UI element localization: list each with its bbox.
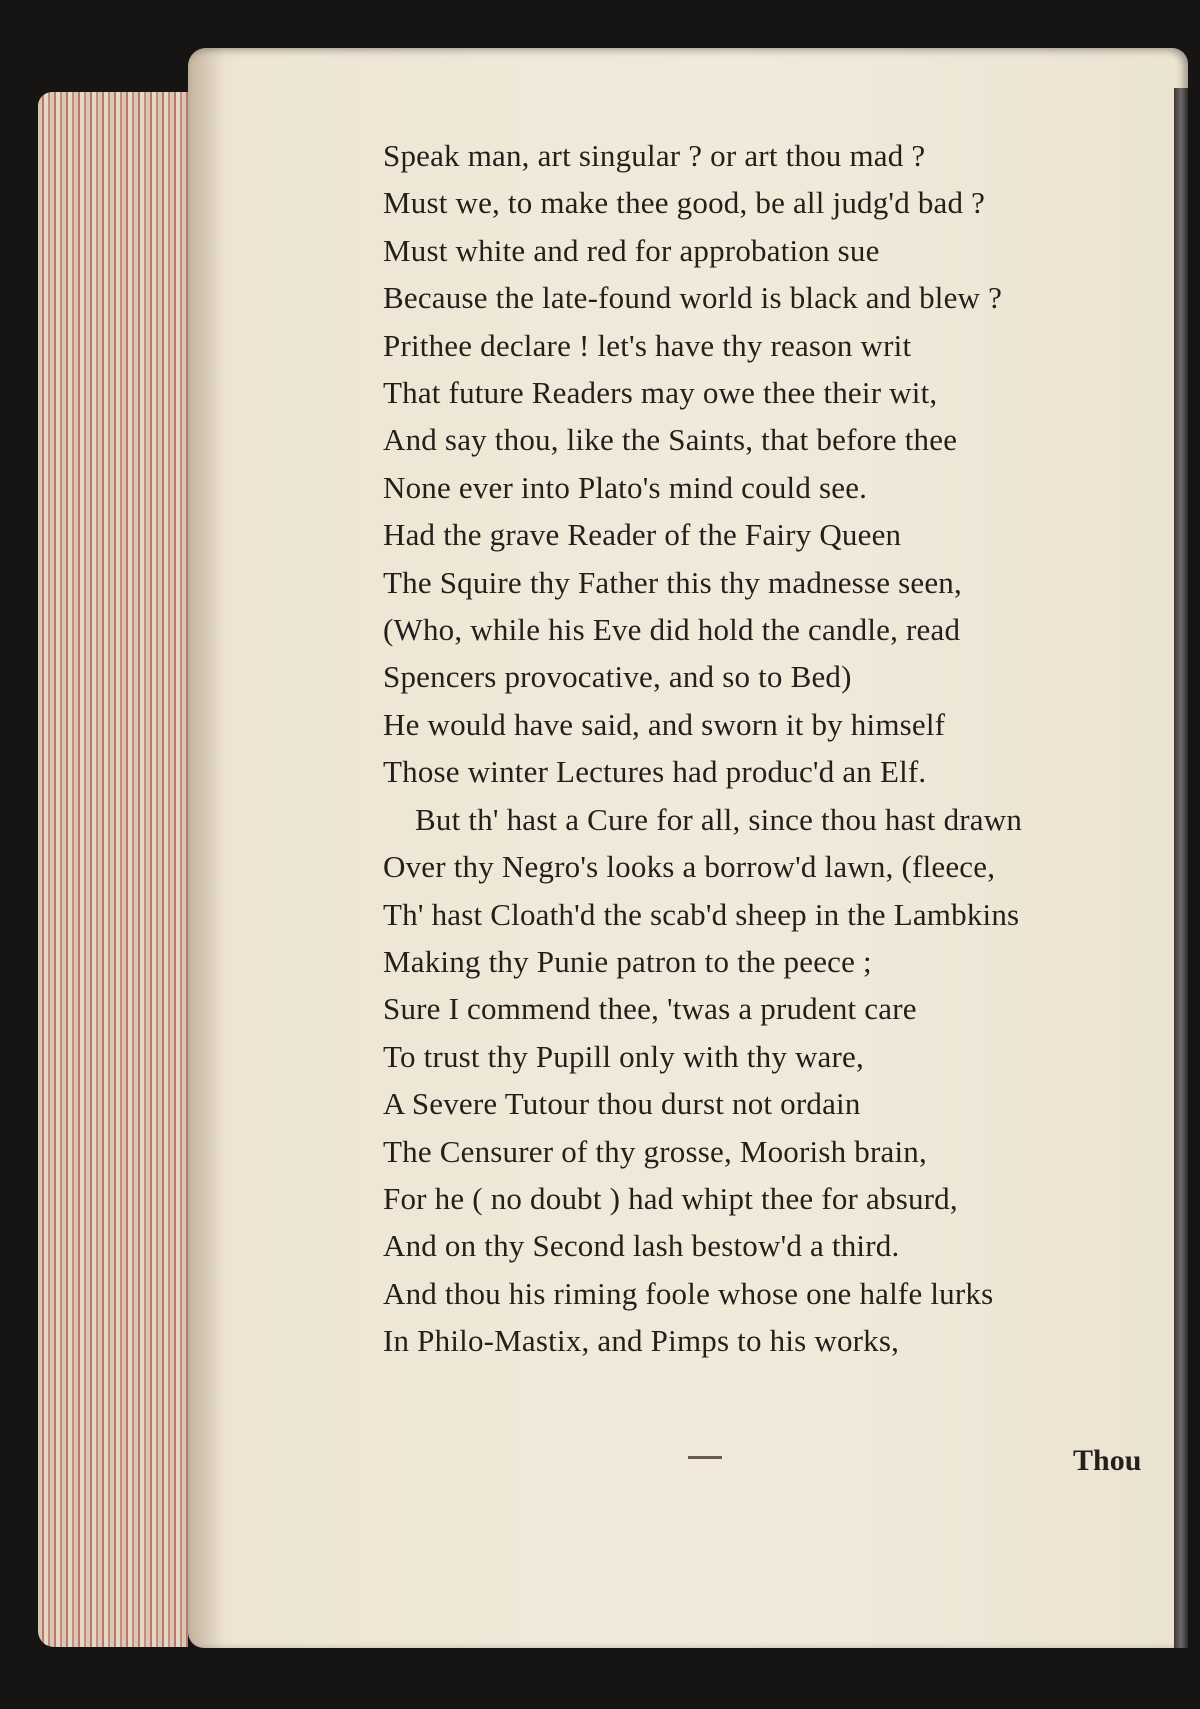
poem-line: Sure I commend thee, 'twas a prudent care bbox=[383, 991, 917, 1027]
poem-line: And on thy Second lash bestow'd a third. bbox=[383, 1228, 900, 1264]
poem-line: Th' hast Cloath'd the scab'd sheep in the Lambkins bbox=[383, 896, 1020, 932]
page-edges bbox=[38, 92, 188, 1647]
poem-line: In Philo-Mastix, and Pimps to his works, bbox=[383, 1323, 900, 1359]
page-mark bbox=[688, 1456, 722, 1459]
poem-line: Must white and red for approbation sue bbox=[383, 232, 880, 268]
poem-line: (Who, while his Eve did hold the candle, read bbox=[383, 612, 961, 648]
poem-line: Prithee declare ! let's have thy reason writ bbox=[383, 327, 912, 363]
poem-line: A Severe Tutour thou durst not ordain bbox=[383, 1086, 861, 1122]
poem-line: Must we, to make thee good, be all judg'd bad ? bbox=[383, 185, 986, 221]
poem-line: To trust thy Pupill only with thy ware, bbox=[383, 1038, 864, 1074]
poem-line: Making thy Punie patron to the peece ; bbox=[383, 943, 872, 979]
poem-line: Over thy Negro's looks a borrow'd lawn, (fleece, bbox=[383, 849, 996, 885]
poem-line: For he ( no doubt ) had whipt thee for absurd, bbox=[383, 1180, 958, 1216]
poem-line: He would have said, and sworn it by himself bbox=[383, 706, 946, 742]
poem-line: Those winter Lectures had produc'd an Elf. bbox=[383, 754, 927, 790]
poem-line: The Squire thy Father this thy madnesse seen, bbox=[383, 564, 962, 600]
poem-line: None ever into Plato's mind could see. bbox=[383, 469, 868, 505]
poem-line: Had the grave Reader of the Fairy Queen bbox=[383, 517, 902, 553]
poem-line: And thou his riming foole whose one halfe lurks bbox=[383, 1275, 994, 1311]
poem-line: The Censurer of thy grosse, Moorish brain, bbox=[383, 1133, 927, 1169]
page-gutter-shadow bbox=[188, 48, 224, 1648]
poem-text bbox=[383, 132, 1143, 1365]
poem-line: Because the late-found world is black and blew ? bbox=[383, 280, 1003, 316]
poem-line: And say thou, like the Saints, that before thee bbox=[383, 422, 958, 458]
poem-line: Speak man, art singular ? or art thou mad ? bbox=[383, 138, 926, 173]
catchword: Thou bbox=[1073, 1444, 1142, 1477]
poem-line: But th' hast a Cure for all, since thou hast drawn bbox=[415, 801, 1023, 837]
poem-line: That future Readers may owe thee their wit, bbox=[383, 375, 938, 411]
book-right-edge bbox=[1174, 88, 1188, 1648]
poem-line: Spencers provocative, and so to Bed) bbox=[383, 659, 852, 695]
